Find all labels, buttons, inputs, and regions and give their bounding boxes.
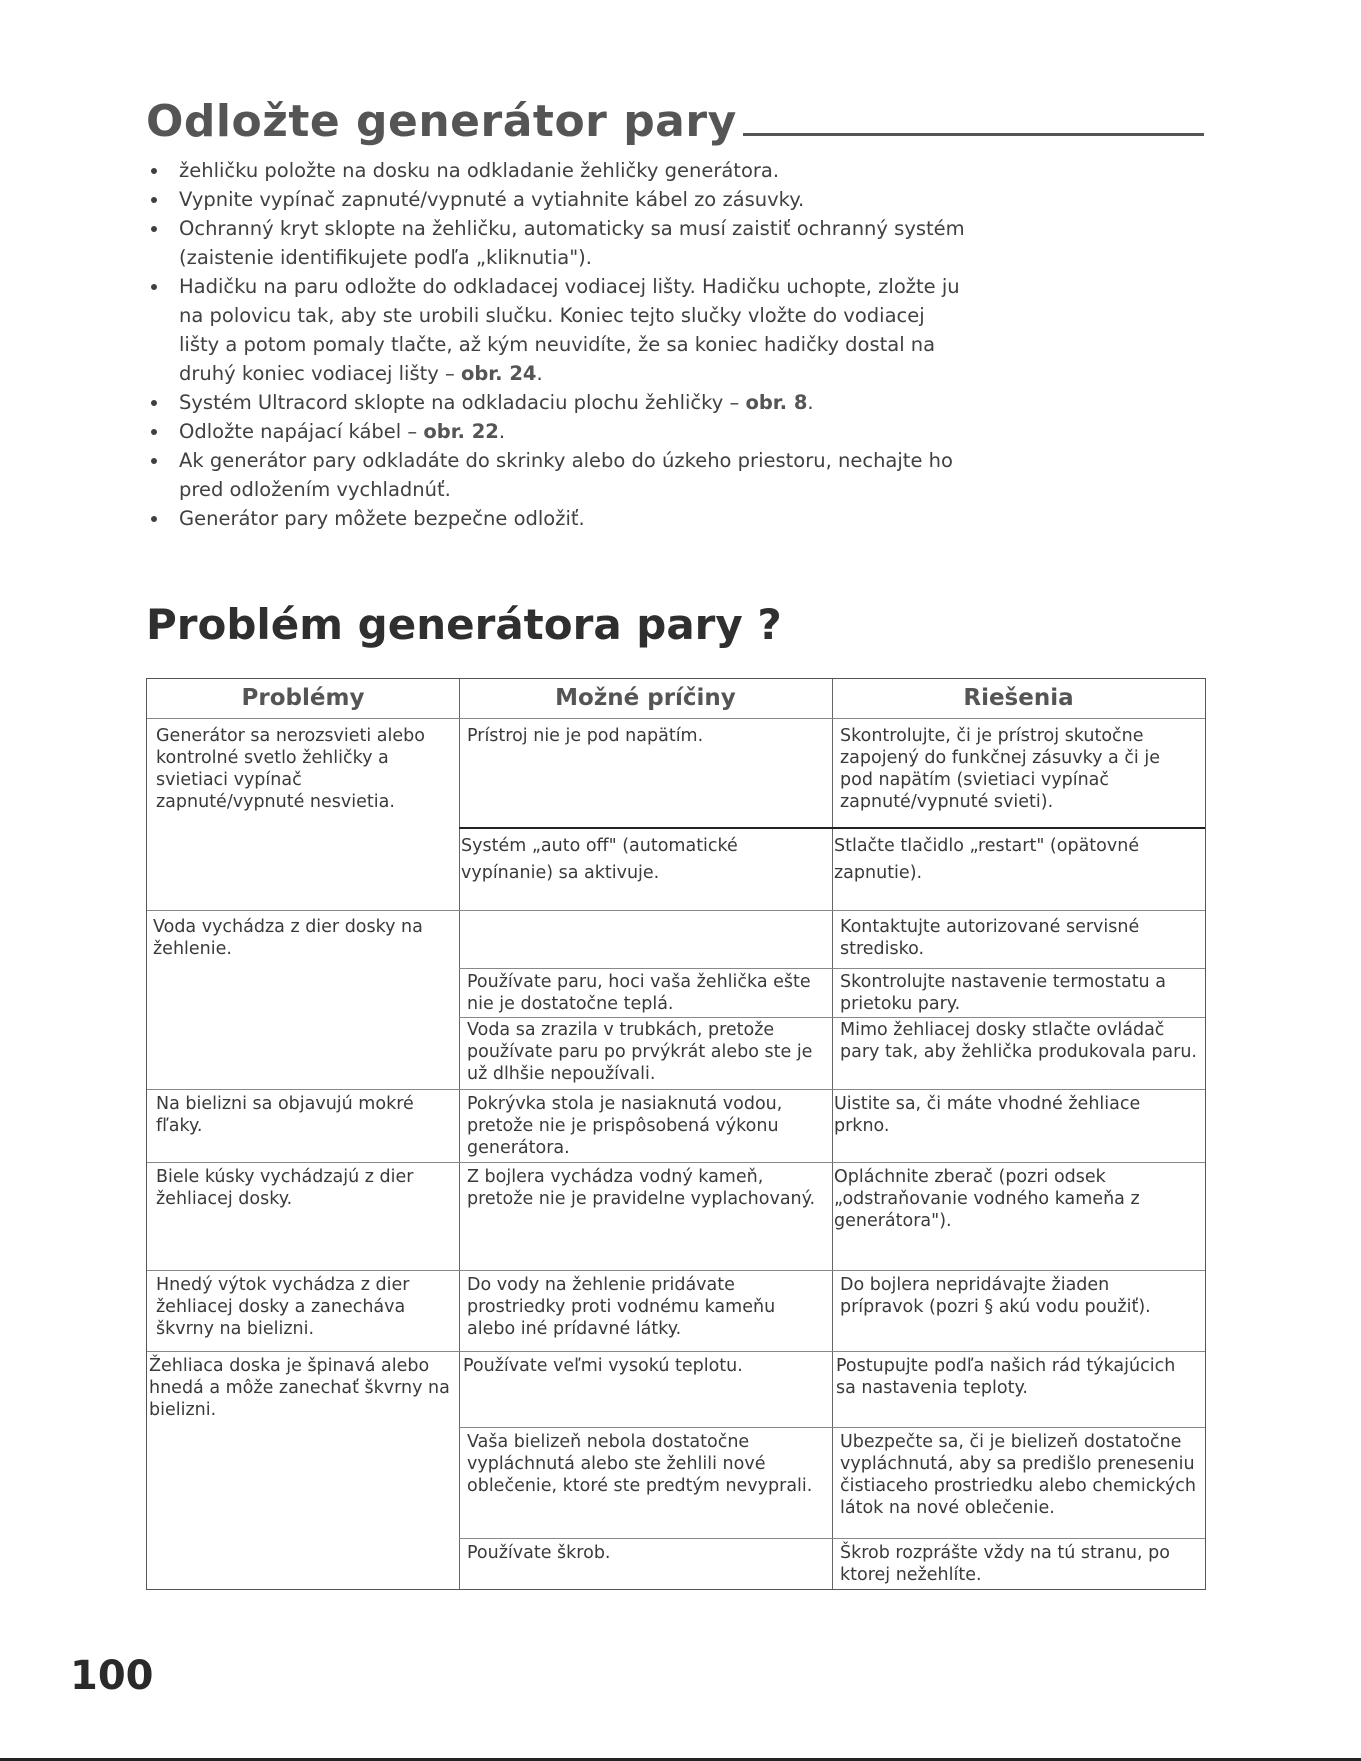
list-item: Hadičku na paru odložte do odkladacej vodiacej lišty. Hadičku uchopte, zložte ju na polovicu tak, aby ste urobili slučku. Koniec tejto slučky vložte do vodiacej lišty a potom pomaly tlačte, až kým neuvidíte, že sa koniec hadičky dostal na druhý koniec vodiacej lišty – obr. 24. <box>179 272 969 388</box>
solution-cell: Opláchnite zberač (pozri odsek „odstraňovanie vodného kameňa z generátora"). <box>834 1167 1140 1231</box>
section-heading-store <box>146 96 1204 147</box>
solution-cell: Do bojlera nepridávajte žiaden prípravok (pozri § akú vodu použiť). <box>840 1275 1151 1317</box>
cause-cell: Prístroj nie je pod napätím. <box>467 726 704 746</box>
row-divider <box>147 718 1205 719</box>
problem-cell: Žehliaca doska je špinavá alebo hnedá a môže zanechať škvrny na bielizni. <box>149 1356 450 1420</box>
list-item: Generátor pary môžete bezpečne odložiť. <box>179 504 969 533</box>
solution-cell: Postupujte podľa našich rád týkajúcich sa nastavenia teploty. <box>836 1356 1176 1398</box>
row-divider <box>459 827 1205 829</box>
figure-reference: obr. 24 <box>460 362 537 385</box>
list-item: Ochranný kryt sklopte na žehličku, automaticky sa musí zaistiť ochranný systém (zaistenie identifikujete podľa „kliknutia"). <box>179 214 969 272</box>
list-item: žehličku položte na dosku na odkladanie žehličky generátora. <box>179 156 969 185</box>
troubleshooting-table <box>146 678 1206 1590</box>
problem-cell: Hnedý výtok vychádza z dier žehliacej dosky a zanecháva škvrny na bielizni. <box>156 1275 410 1339</box>
list-item: Systém Ultracord sklopte na odkladaciu plochu žehličky – obr. 8. <box>179 388 969 417</box>
storage-steps-list <box>146 156 969 533</box>
row-divider <box>147 1351 1205 1352</box>
solution-cell: Skontrolujte, či je prístroj skutočne zapojený do funkčnej zásuvky a či je pod napätím (svietiaci vypínač zapnuté/vypnuté svieti). <box>840 726 1160 812</box>
header-problems: Problémy <box>241 685 365 711</box>
list-item: Odložte napájací kábel – obr. 22. <box>179 417 969 446</box>
solution-cell: Ubezpečte sa, či je bielizeň dostatočne vypláchnutá, aby sa predišlo preneseniu čistiaceho prostriedku alebo chemických látok na nové oblečenie. <box>840 1432 1196 1518</box>
problem-cell: Biele kúsky vychádzajú z dier žehliacej dosky. <box>156 1167 414 1209</box>
column-divider <box>832 679 833 1589</box>
header-solutions: Riešenia <box>963 685 1074 711</box>
heading-rule <box>743 133 1204 136</box>
row-divider <box>459 1427 1205 1428</box>
problem-cell: Generátor sa nerozsvieti alebo kontrolné svetlo žehličky a svietiaci vypínač zapnuté/vypnuté nesvietia. <box>156 726 425 812</box>
row-divider <box>459 968 1205 969</box>
row-divider <box>147 1162 1205 1163</box>
solution-cell: Škrob rozprášte vždy na tú stranu, po ktorej nežehlíte. <box>840 1543 1170 1585</box>
column-divider <box>459 679 460 1589</box>
solution-cell: Stlačte tlačidlo „restart" (opätovné zapnutie). <box>834 836 1140 883</box>
problem-cell: Voda vychádza z dier dosky na žehlenie. <box>153 917 423 959</box>
page-number: 100 <box>70 1653 154 1699</box>
list-item: Vypnite vypínač zapnuté/vypnuté a vytiahnite kábel zo zásuvky. <box>179 185 969 214</box>
section-title-troubleshooting: Problém generátora pary ? <box>146 600 782 649</box>
cause-cell: Z bojlera vychádza vodný kameň, pretože nie je pravidelne vyplachovaný. <box>467 1167 816 1209</box>
solution-cell: Uistite sa, či máte vhodné žehliace prkno. <box>834 1094 1141 1136</box>
cause-cell: Pokrývka stola je nasiaknutá vodou, pretože nie je prispôsobená výkonu generátora. <box>467 1094 783 1158</box>
solution-cell: Mimo žehliacej dosky stlačte ovládač pary tak, aby žehlička produkovala paru. <box>840 1020 1197 1062</box>
solution-cell: Skontrolujte nastavenie termostatu a prietoku pary. <box>840 972 1166 1014</box>
cause-cell: Používate paru, hoci vaša žehlička ešte nie je dostatočne teplá. <box>467 972 811 1014</box>
row-divider <box>147 1270 1205 1271</box>
cause-cell: Používate škrob. <box>467 1543 611 1563</box>
cause-cell: Vaša bielizeň nebola dostatočne vypláchnutá alebo ste žehlili nové oblečenie, ktoré ste predtým nevyprali. <box>467 1432 813 1496</box>
problem-cell: Na bielizni sa objavujú mokré fľaky. <box>156 1094 414 1136</box>
section-title-store: Odložte generátor pary <box>146 96 737 147</box>
row-divider <box>147 1089 1205 1090</box>
cause-cell: Do vody na žehlenie pridávate prostriedky proti vodnému kameňu alebo iné prídavné látky. <box>467 1275 776 1339</box>
header-causes: Možné príčiny <box>555 685 736 711</box>
cause-cell: Používate veľmi vysokú teplotu. <box>463 1356 743 1376</box>
row-divider <box>459 1538 1205 1539</box>
cause-cell: Voda sa zrazila v trubkách, pretože používate paru po prvýkrát alebo ste je už dlhšie nepoužívali. <box>467 1020 813 1084</box>
figure-reference: obr. 8 <box>745 391 808 414</box>
solution-cell: Kontaktujte autorizované servisné stredisko. <box>840 917 1140 959</box>
list-item: Ak generátor pary odkladáte do skrinky alebo do úzkeho priestoru, nechajte ho pred odložením vychladnúť. <box>179 446 969 504</box>
row-divider <box>459 1017 1205 1018</box>
row-divider <box>147 910 1205 911</box>
figure-reference: obr. 22 <box>423 420 499 443</box>
cause-cell: Systém „auto off" (automatické vypínanie) sa aktivuje. <box>461 836 738 883</box>
